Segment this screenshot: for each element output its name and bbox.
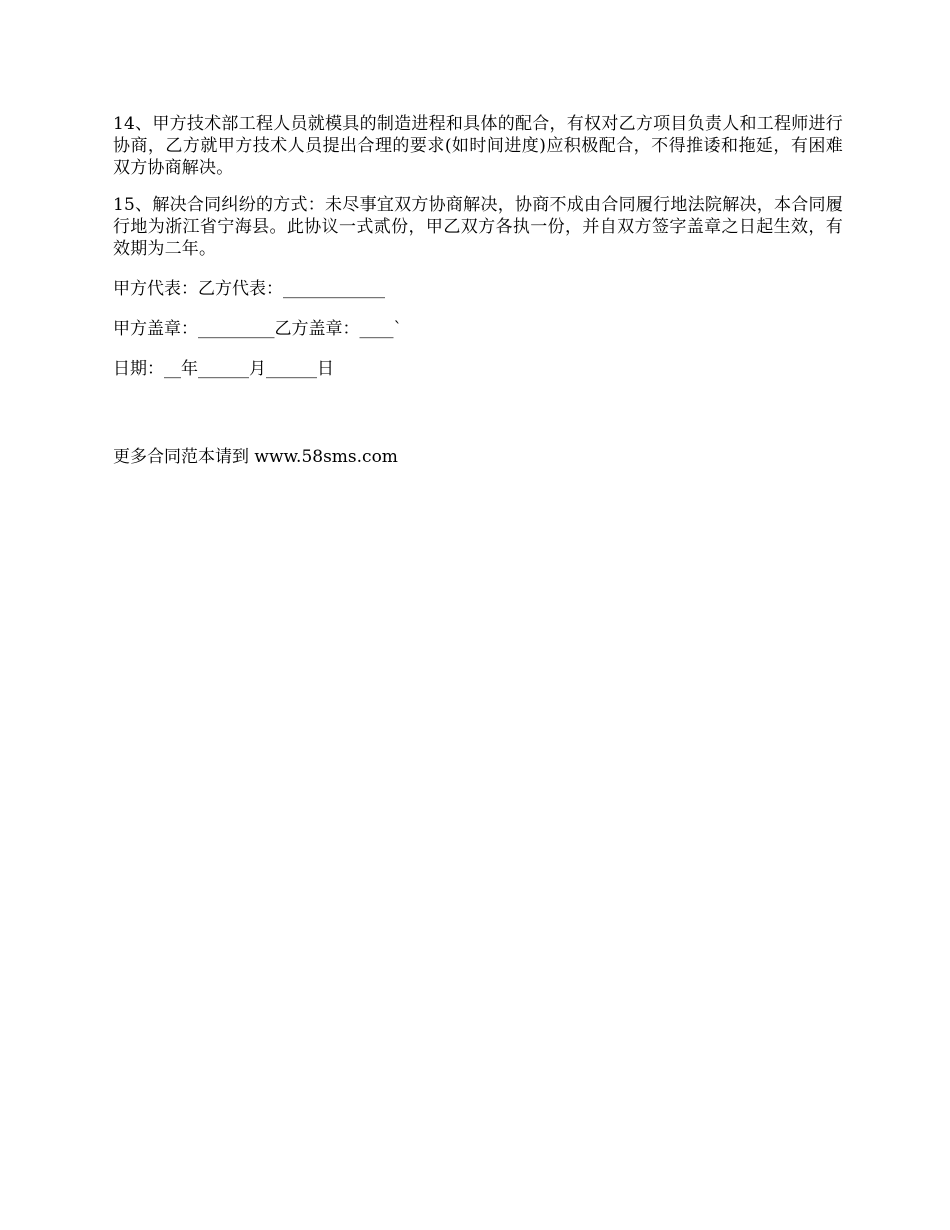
clause-15: 15、解决合同纠纷的方式：未尽事宜双方协商解决，协商不成由合同履行地法院解决，本合同履行地为浙江省宁海县。此协议一式贰份，甲乙双方各执一份，并自双方签字盖章之日起生效，有效期为二年。 [113,195,843,259]
representatives-line: 甲方代表：乙方代表：____________ [113,279,385,299]
document-body [113,113,843,398]
date-line: 日期：__年______月______日 [113,359,334,379]
seals-line: 甲方盖章：_________乙方盖章：____` [113,319,402,339]
footer-note: 更多合同范本请到 www.58sms.com [113,447,398,467]
clause-14: 14、甲方技术部工程人员就模具的制造进程和具体的配合，有权对乙方项目负责人和工程师进行协商，乙方就甲方技术人员提出合理的要求(如时间进度)应积极配合，不得推诿和拖延，有困难双方协商解决。 [113,114,843,178]
